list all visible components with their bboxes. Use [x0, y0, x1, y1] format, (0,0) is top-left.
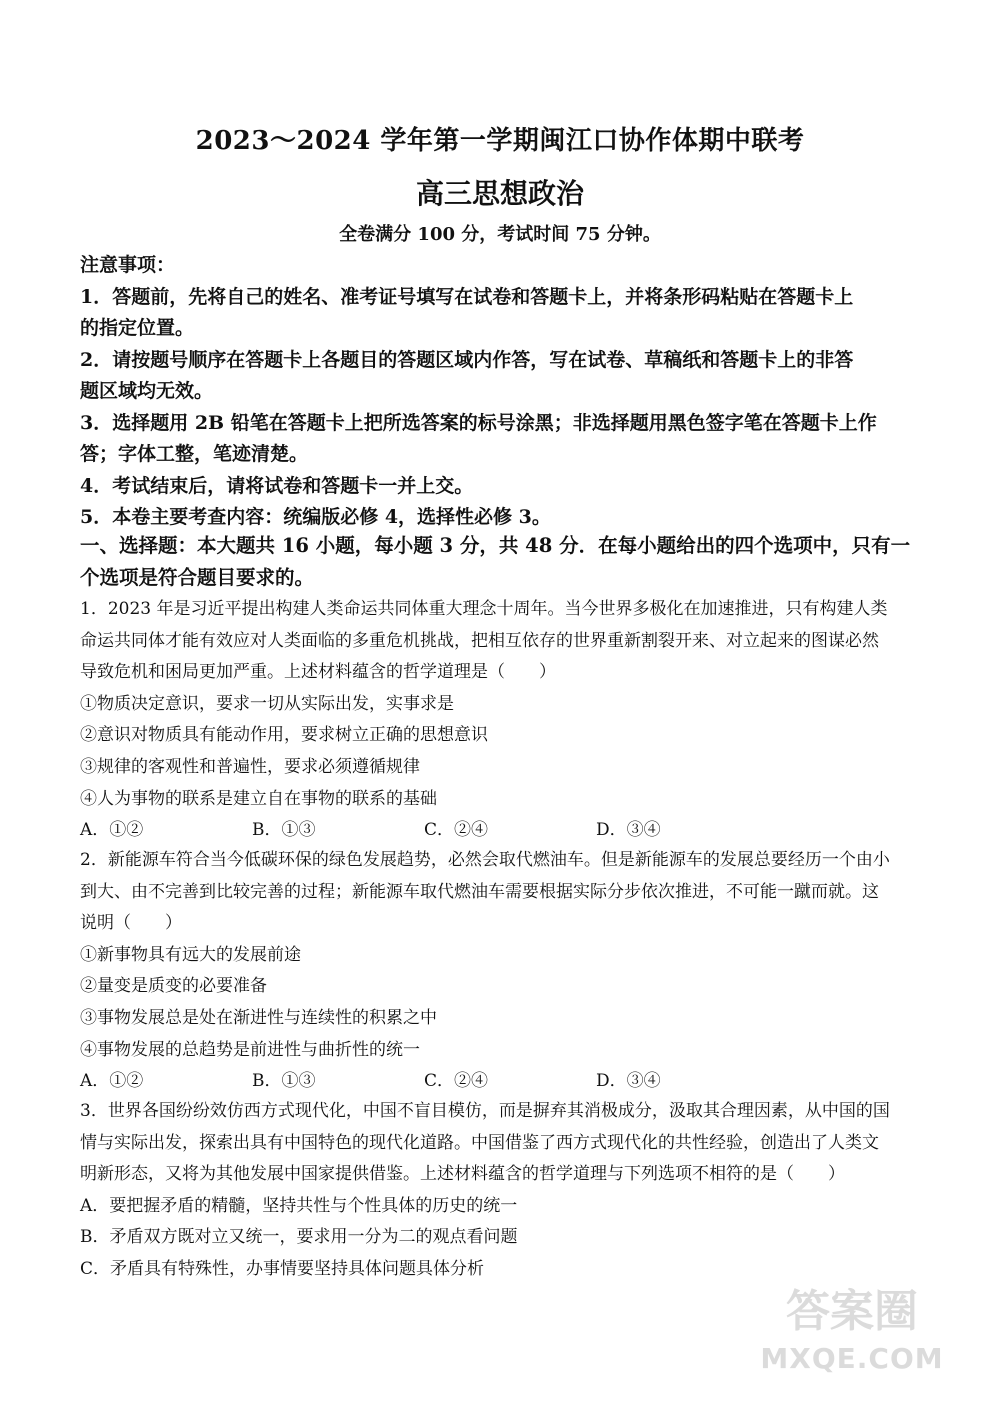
statement-item: ②量变是质变的必要准备	[80, 976, 267, 997]
option-b: B．①③	[252, 1071, 316, 1092]
section-line: 个选项是符合题目要求的。	[80, 566, 315, 589]
question-line: 1．2023 年是习近平提出构建人类命运共同体重大理念十周年。当今世界多极化在加速推进，只有构建人类	[80, 599, 888, 619]
option-a: A．①②	[80, 1071, 144, 1092]
notes-line: 3．选择题用 2B 铅笔在答题卡上把所选答案的标号涂黑；非选择题用黑色签字笔在答题卡上作	[80, 411, 877, 434]
notes-line: 4．考试结束后，请将试卷和答题卡一并上交。	[80, 474, 474, 497]
score-time-note: 全卷满分 100 分，考试时间 75 分钟。	[339, 224, 661, 245]
question-line: 说明（ ）	[80, 913, 182, 934]
question-line: 情与实际出发，探索出具有中国特色的现代化道路。中国借鉴了西方式现代化的共性经验，创造出了人类文	[80, 1132, 879, 1153]
question-1	[80, 594, 920, 847]
watermark-url: MXQE.COM	[760, 1342, 944, 1375]
option-row	[80, 1066, 920, 1098]
choice-option: C．矛盾具有特殊性，办事情要坚持具体问题具体分析	[80, 1258, 485, 1279]
statement-item: ②意识对物质具有能动作用，要求树立正确的思想意识	[80, 725, 488, 746]
subject-title: 高三思想政治	[415, 177, 584, 210]
statement-item: ④事物发展的总趋势是前进性与曲折性的统一	[80, 1039, 420, 1060]
question-line: 命运共同体才能有效应对人类面临的多重危机挑战，把相互依存的世界重新割裂开来、对立起来的图谋必然	[80, 630, 879, 651]
option-c: C．②④	[424, 1071, 489, 1092]
statement-item: ③规律的客观性和普遍性，要求必须遵循规律	[80, 756, 420, 777]
statement-item: ③事物发展总是处在渐进性与连续性的积累之中	[80, 1007, 437, 1028]
choice-option: A．要把握矛盾的精髓，坚持共性与个性具体的历史的统一	[80, 1195, 518, 1216]
option-d: D．③④	[596, 1071, 661, 1092]
notes-heading: 注意事项：	[80, 254, 176, 276]
notes-line: 题区域均无效。	[80, 380, 214, 402]
question-line: 2．新能源车符合当今低碳环保的绿色发展趋势，必然会取代燃油车。但是新能源车的发展总要经历一个由小	[80, 850, 890, 870]
section-line: 一、选择题：本大题共 16 小题，每小题 3 分，共 48 分．在每小题给出的四个选项中，只有一	[80, 534, 911, 557]
option-a: A．①②	[80, 820, 144, 841]
choice-option: B．矛盾双方既对立又统一，要求用一分为二的观点看问题	[80, 1227, 518, 1248]
question-line: 3．世界各国纷纷效仿西方式现代化，中国不盲目模仿，而是摒弃其消极成分，汲取其合理因素，从中国的国	[80, 1101, 890, 1121]
notes-line: 5．本卷主要考查内容：统编版必修 4，选择性必修 3。	[80, 506, 551, 528]
notes-line: 2．请按题号顺序在答题卡上各题目的答题区域内作答，写在试卷、草稿纸和答题卡上的非答	[80, 348, 854, 371]
notes-block	[80, 250, 920, 534]
question-line: 到大、由不完善到比较完善的过程；新能源车取代燃油车需要根据实际分步依次推进，不可能一蹴而就。这	[80, 881, 879, 902]
notes-line: 1．答题前，先将自己的姓名、准考证号填写在试卷和答题卡上，并将条形码粘贴在答题卡上	[80, 285, 854, 308]
site-watermark	[742, 1282, 962, 1392]
notes-line: 的指定位置。	[80, 317, 195, 339]
statement-item: ④人为事物的联系是建立自在事物的联系的基础	[80, 788, 437, 809]
question-line: 明新形态，又将为其他发展中国家提供借鉴。上述材料蕴含的哲学道理与下列选项不相符的是（ ）	[80, 1164, 845, 1185]
watermark-logo-text: 答案圈	[786, 1286, 918, 1337]
exam-title: 2023～2024 学年第一学期闽江口协作体期中联考	[195, 126, 805, 156]
question-3	[80, 1096, 920, 1286]
question-2	[80, 845, 920, 1098]
statement-item: ①新事物具有远大的发展前途	[80, 944, 301, 965]
statement-item: ①物质决定意识，要求一切从实际出发，实事求是	[80, 693, 454, 714]
option-b: B．①③	[252, 820, 316, 841]
option-row	[80, 815, 920, 847]
question-line: 导致危机和困局更加严重。上述材料蕴含的哲学道理是（ ）	[80, 662, 556, 683]
notes-line: 答；字体工整，笔迹清楚。	[80, 443, 309, 465]
option-d: D．③④	[596, 820, 661, 841]
option-c: C．②④	[424, 820, 489, 841]
section-heading	[80, 530, 920, 594]
